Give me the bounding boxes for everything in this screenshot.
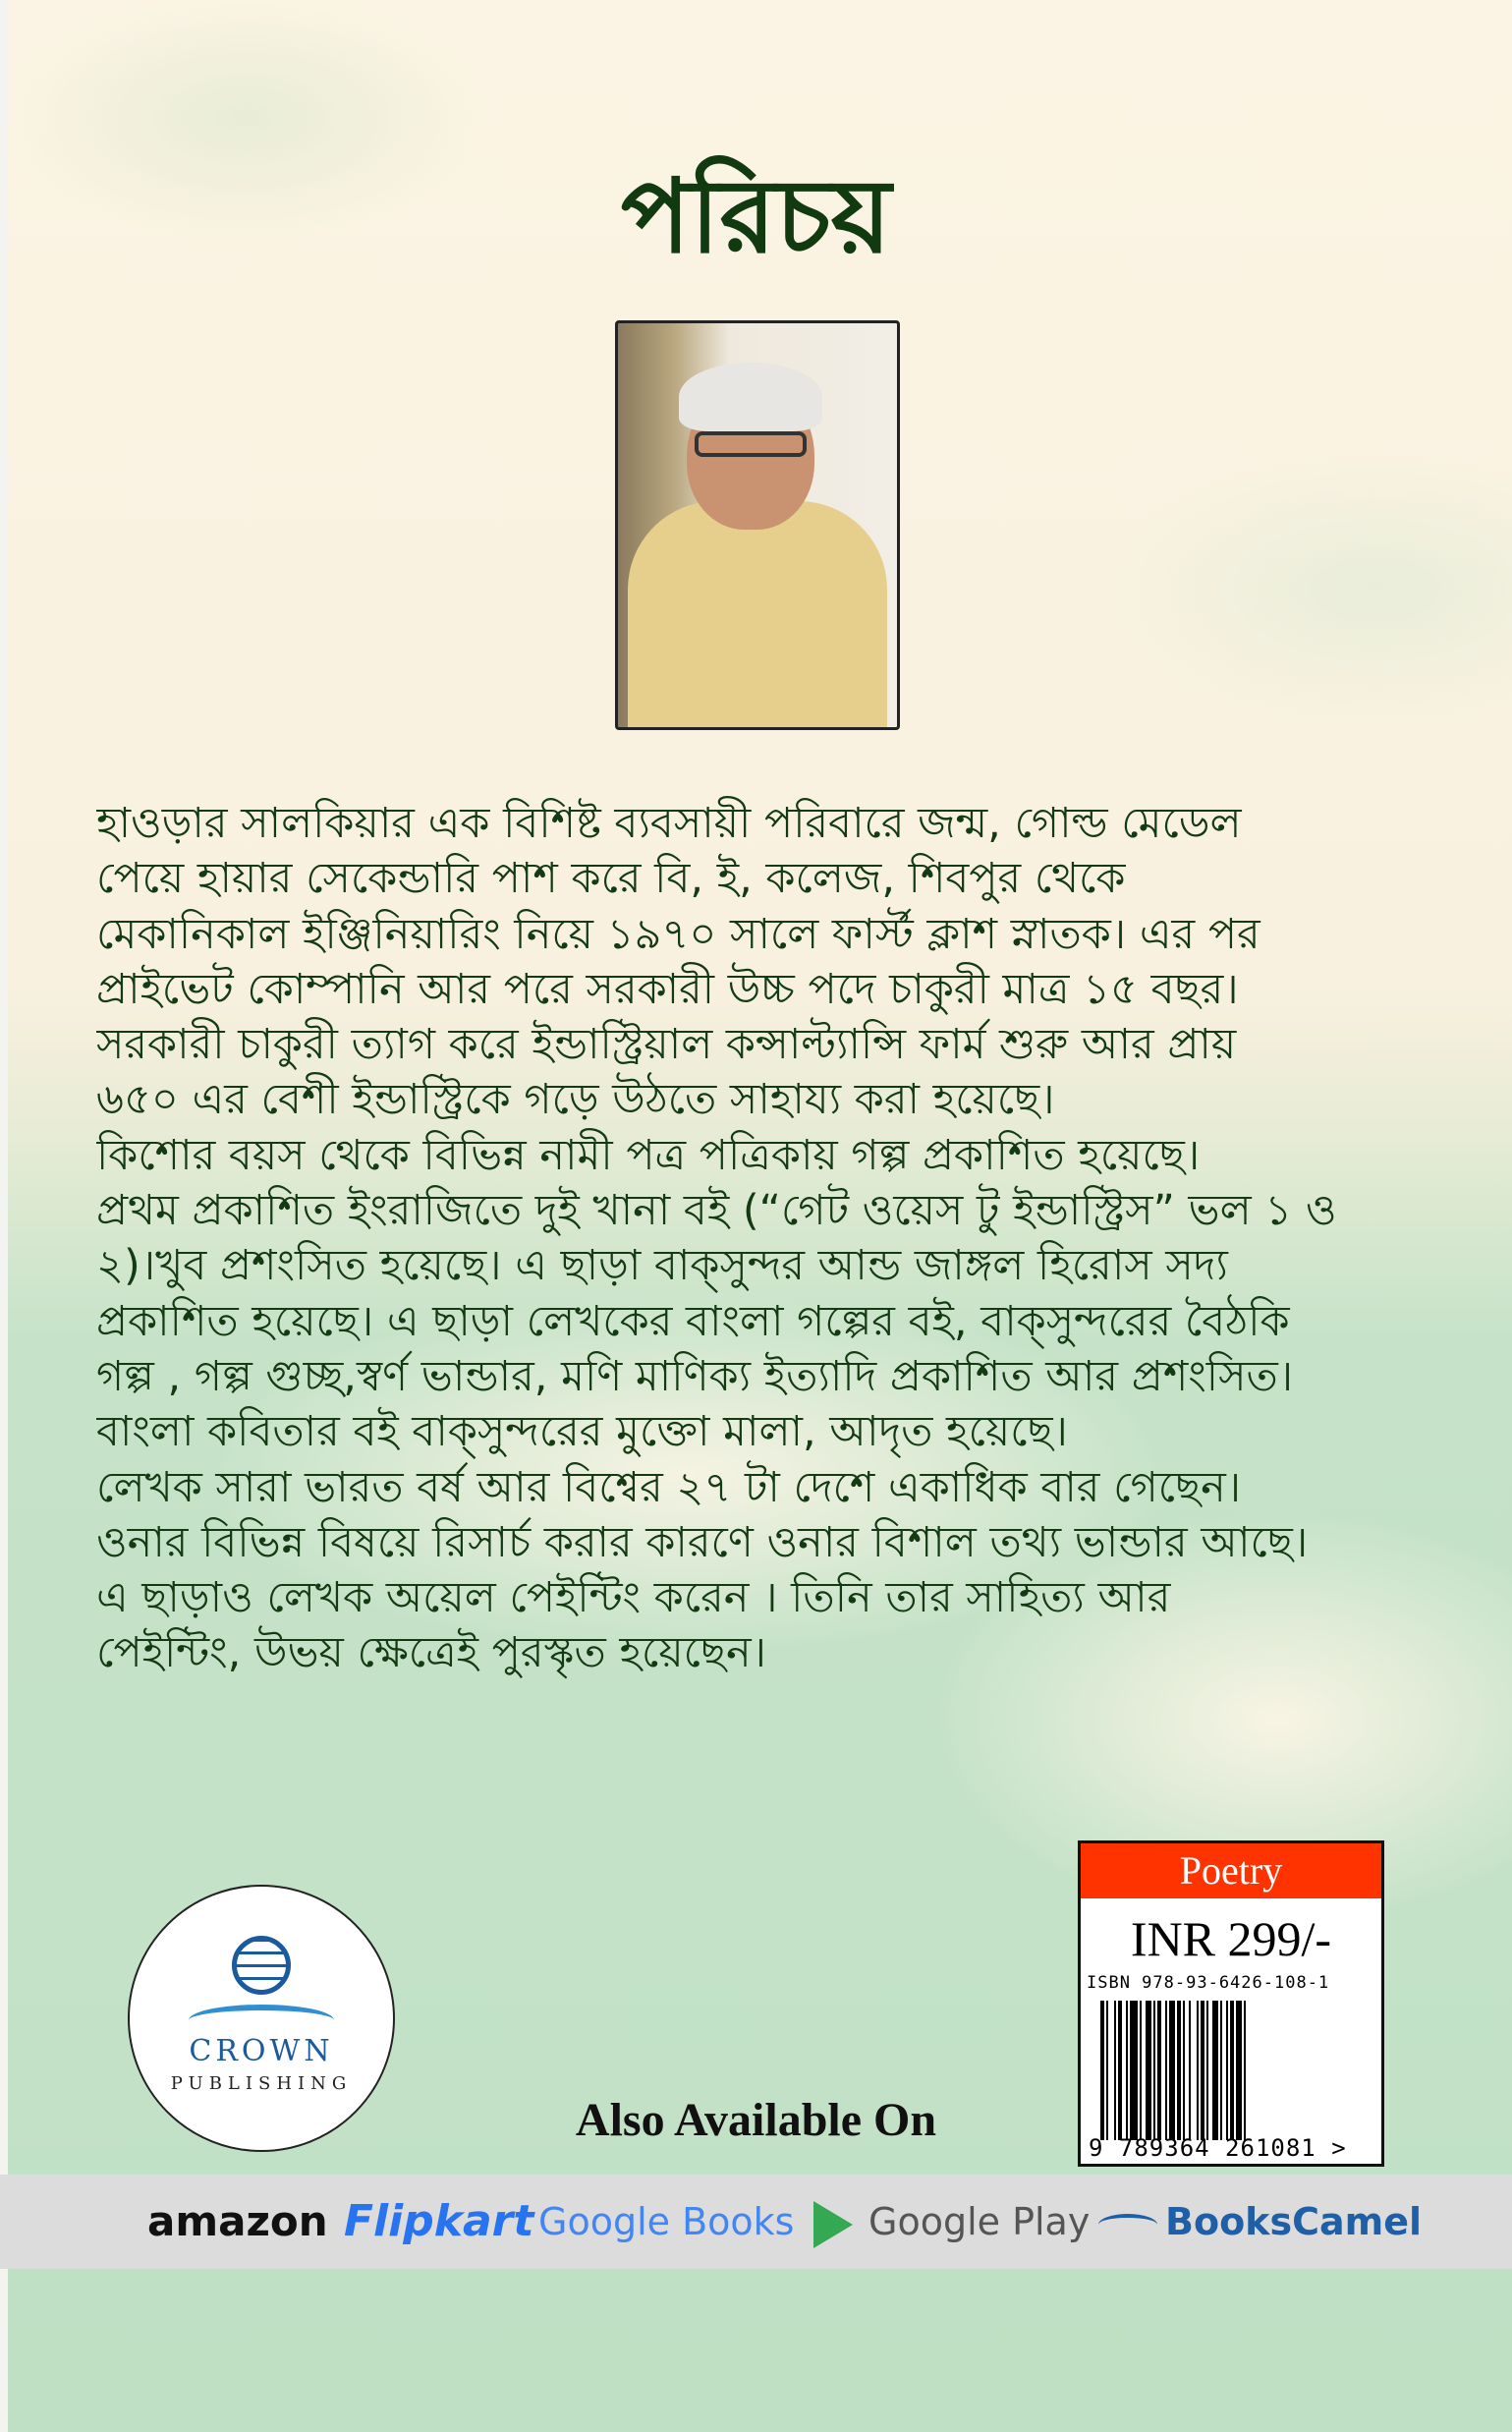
bio-line: পেইন্টিং, উভয় ক্ষেত্রেই পুরস্কৃত হয়েছেন। — [96, 1628, 767, 1678]
store-google-play[interactable] — [813, 2175, 1090, 2269]
author-photo — [615, 320, 900, 730]
store-bookscamel[interactable] — [1098, 2175, 1422, 2269]
play-icon — [813, 2201, 853, 2248]
bio-line: লেখক সারা ভারত বর্ষ আর বিশ্বের ২৭ টা দেশে একাধিক বার গেছেন। — [96, 1462, 1242, 1512]
globe-icon — [232, 1936, 291, 1995]
bio-line: কিশোর বয়স থেকে বিভিন্ন নামী পত্র পত্রিকায় গল্প প্রকাশিত হয়েছে। — [96, 1130, 1201, 1180]
bio-line: প্রাইভেট কোম্পানি আর পরে সরকারী উচ্চ পদে চাকুরী মাত্র ১৫ বছর। — [96, 964, 1239, 1014]
store-strip — [0, 2175, 1512, 2269]
isbn: ISBN 978-93-6426-108-1 — [1087, 1973, 1330, 1993]
camel-book-icon — [1098, 2214, 1157, 2235]
price: INR 299/- — [1130, 1911, 1332, 1966]
bio-line: হাওড়ার সালকিয়ার এক বিশিষ্ট ব্যবসায়ী পরিবারে জন্ম, গোল্ড মেডেল — [96, 799, 1242, 848]
bio-line: প্রকাশিত হয়েছে। এ ছাড়া লেখকের বাংলা গল্পের বই, বাক্‌সুন্দরের বৈঠকি — [96, 1296, 1290, 1346]
bio-line: ওনার বিভিন্ন বিষয়ে রিসার্চ করার কারণে ওনার বিশাল তথ্য ভান্ডার আছে। — [96, 1517, 1309, 1567]
store-google-play-label: Google Play — [868, 2200, 1091, 2243]
barcode-digits: 9 789364 261081 > — [1089, 2134, 1347, 2162]
store-bookscamel-label: BooksCamel — [1165, 2200, 1422, 2243]
bio-line: মেকানিকাল ইঞ্জিনিয়ারিং নিয়ে ১৯৭০ সালে ফার্স্ট ক্লাশ স্নাতক। এর পর — [96, 909, 1260, 959]
bio-line: ৬৫০ এর বেশী ইন্ডাস্ট্রিকে গড়ে উঠতে সাহায্য করা হয়েছে। — [96, 1075, 1055, 1125]
category-label: Poetry — [1081, 1843, 1381, 1898]
bio-line: প্রথম প্রকাশিত ইংরাজিতে দুই খানা বই (“গেট ওয়েস টু ইন্ডাস্ট্রিস” ভল ১ ও — [96, 1186, 1337, 1236]
store-google-books[interactable]: Google Books — [538, 2200, 795, 2243]
bio-line: সরকারী চাকুরী ত্যাগ করে ইন্ডাস্ট্রিয়াল কন্সাল্ট্যান্সি ফার্ম শুরু আর প্রায় — [96, 1020, 1237, 1070]
bio-line: গল্প , গল্প গুচ্ছ,স্বর্ণ ভান্ডার, মণি মাণিক্য ইত্যাদি প্রকাশিত আর প্রশংসিত। — [96, 1351, 1294, 1401]
open-book-icon — [189, 2005, 334, 2036]
page-title: পরিচয় — [621, 156, 891, 276]
bio-line: এ ছাড়াও লেখক অয়েল পেইন্টিং করেন । তিনি তার সাহিত্য আর — [96, 1573, 1171, 1623]
bio-line: ২)।খুব প্রশংসিত হয়েছে। এ ছাড়া বাক্‌সুন্দর আন্ড জাঙ্গল হিরোস সদ্য — [96, 1241, 1228, 1291]
store-flipkart[interactable]: Flipkart — [344, 2196, 534, 2246]
author-bio — [96, 796, 1423, 1681]
bio-line: বাংলা কবিতার বই বাক্‌সুন্দরের মুক্তো মালা, আদৃত হয়েছে। — [96, 1407, 1068, 1457]
bio-line: পেয়ে হায়ার সেকেন্ডারি পাশ করে বি, ই, কলেজ, শিবপুর থেকে — [96, 854, 1126, 904]
publisher-sub: PUBLISHING — [170, 2073, 353, 2094]
also-available-label: Also Available On — [575, 2094, 937, 2146]
publisher-name: CROWN — [189, 2034, 334, 2068]
cover-edge — [0, 0, 8, 2432]
store-amazon[interactable]: amazon — [147, 2197, 328, 2245]
